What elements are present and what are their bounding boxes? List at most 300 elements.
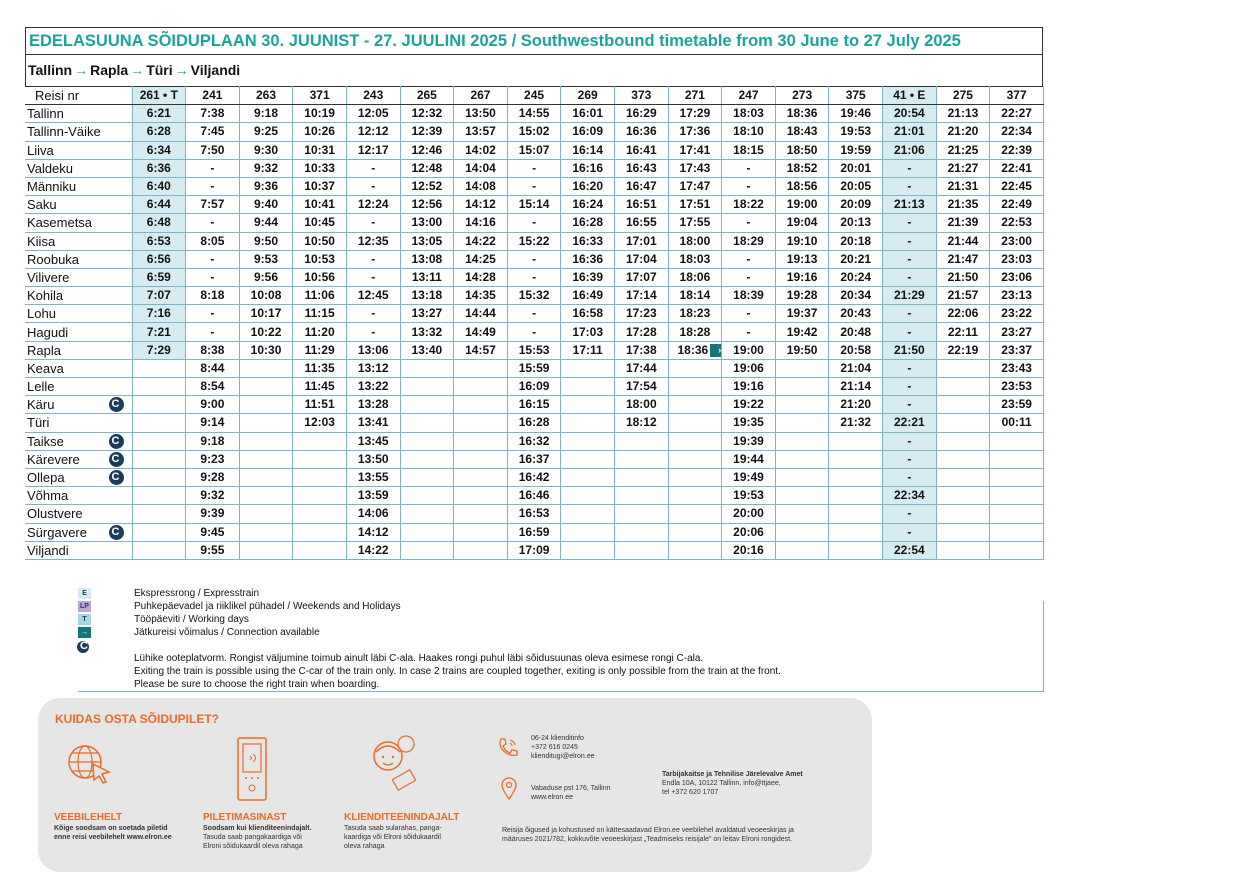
departure-time: - <box>722 214 776 232</box>
departure-time: 19:06 <box>722 359 776 377</box>
departure-time: 17:29 <box>668 105 722 123</box>
departure-time: 12:46 <box>400 141 454 159</box>
departure-time: 22:49 <box>990 196 1044 214</box>
departure-time <box>132 487 186 505</box>
departure-time: 16:43 <box>614 159 668 177</box>
station-row <box>25 105 1044 123</box>
departure-time: 8:44 <box>186 359 240 377</box>
route-line <box>25 54 1043 86</box>
departure-time: 16:41 <box>614 141 668 159</box>
departure-time: 17:28 <box>614 323 668 341</box>
departure-time: 21:14 <box>829 378 883 396</box>
station-label: Viljandi <box>27 542 69 558</box>
c-platform-icon <box>109 525 124 540</box>
departure-time: - <box>883 159 937 177</box>
departure-time <box>561 414 615 432</box>
legend-text: Exiting the train is possible using the C-car of the train only. In case 2 trains are coupled together, exiting is only possible from the train at the front. <box>134 666 781 677</box>
departure-time <box>400 378 454 396</box>
route-stop: Viljandi <box>190 62 241 78</box>
departure-time: 13:28 <box>346 396 400 414</box>
departure-time: - <box>186 305 240 323</box>
departure-time: - <box>186 323 240 341</box>
departure-time <box>561 541 615 559</box>
train-number: 273 <box>775 87 829 105</box>
departure-time: - <box>883 432 937 450</box>
departure-time: - <box>883 250 937 268</box>
departure-time: 19:50 <box>775 341 829 359</box>
departure-time: 23:00 <box>990 232 1044 250</box>
departure-time: 17:38 <box>614 341 668 359</box>
departure-time: 9:00 <box>186 396 240 414</box>
station-name <box>25 268 132 286</box>
departure-time <box>936 378 990 396</box>
departure-time <box>990 432 1044 450</box>
legend-text: Tööpäeviti / Working days <box>134 614 249 625</box>
station-name <box>25 468 132 486</box>
departure-time: 13:55 <box>346 468 400 486</box>
departure-time: 7:45 <box>186 123 240 141</box>
departure-time: 16:36 <box>614 123 668 141</box>
station-label: Käru <box>27 397 55 413</box>
train-number: 269 <box>561 87 615 105</box>
departure-time: 16:09 <box>507 378 561 396</box>
departure-time <box>936 505 990 523</box>
departure-time: 18:03 <box>668 250 722 268</box>
departure-time <box>936 359 990 377</box>
departure-time: 10:22 <box>239 323 293 341</box>
departure-time: 13:12 <box>346 359 400 377</box>
departure-time: - <box>722 159 776 177</box>
station-label: Kasemetsa <box>27 215 93 231</box>
departure-time: 12:45 <box>346 287 400 305</box>
departure-time: 11:20 <box>293 323 347 341</box>
train-number: 377 <box>990 87 1044 105</box>
departure-time: 16:47 <box>614 177 668 195</box>
station-row <box>25 177 1044 195</box>
departure-time: 15:32 <box>507 287 561 305</box>
station-name <box>25 359 132 377</box>
departure-time: 21:44 <box>936 232 990 250</box>
train-number: 247 <box>722 87 776 105</box>
departure-time: 8:05 <box>186 232 240 250</box>
station-row <box>25 214 1044 232</box>
departure-time: 18:50 <box>775 141 829 159</box>
departure-time <box>668 432 722 450</box>
departure-time: 16:49 <box>561 287 615 305</box>
departure-time: 21:39 <box>936 214 990 232</box>
address-line: www.elron.ee <box>531 794 574 801</box>
departure-time: 18:00 <box>668 232 722 250</box>
station-row <box>25 159 1044 177</box>
departure-time <box>400 432 454 450</box>
departure-time <box>239 505 293 523</box>
departure-time: 16:09 <box>561 123 615 141</box>
machine-line: Tasuda saab pangakaardiga või <box>203 834 302 841</box>
legend <box>78 588 1078 692</box>
departure-time: 8:54 <box>186 378 240 396</box>
departure-time: 9:45 <box>186 523 240 541</box>
departure-time: 21:20 <box>936 123 990 141</box>
departure-time <box>400 523 454 541</box>
departure-time: 17:47 <box>668 177 722 195</box>
departure-time: - <box>186 214 240 232</box>
legend-badge: E <box>78 588 91 599</box>
departure-time: 21:01 <box>883 123 937 141</box>
departure-time: 20:34 <box>829 287 883 305</box>
departure-time: 00:11 <box>990 414 1044 432</box>
station-label: Kiisa <box>27 233 56 249</box>
route-arrow-icon: → <box>74 62 89 78</box>
departure-time <box>454 468 508 486</box>
departure-time: 22:06 <box>936 305 990 323</box>
station-row <box>25 541 1044 559</box>
station-label: Kärevere <box>27 451 80 467</box>
departure-time: - <box>883 359 937 377</box>
departure-time <box>775 378 829 396</box>
c-platform-icon <box>109 434 124 449</box>
departure-time <box>990 468 1044 486</box>
departure-time: 13:50 <box>346 450 400 468</box>
station-name <box>25 432 132 450</box>
station-label: Männiku <box>27 179 77 195</box>
departure-time: 19:00 <box>722 341 776 359</box>
machine-line: Soodsam kui klienditeenindajalt. <box>203 825 312 832</box>
station-name <box>25 177 132 195</box>
departure-time: 9:55 <box>186 541 240 559</box>
departure-time <box>775 450 829 468</box>
station-name <box>25 214 132 232</box>
departure-time <box>775 359 829 377</box>
departure-time: 19:13 <box>775 250 829 268</box>
station-name <box>25 250 132 268</box>
station-label: Sürgavere <box>27 524 87 540</box>
station-row <box>25 250 1044 268</box>
departure-time: 13:06 <box>346 341 400 359</box>
station-name <box>25 123 132 141</box>
departure-time: 21:32 <box>829 414 883 432</box>
departure-time: 20:01 <box>829 159 883 177</box>
departure-time: 16:28 <box>561 214 615 232</box>
departure-time: 9:36 <box>239 177 293 195</box>
departure-time: 20:13 <box>829 214 883 232</box>
departure-time: 23:22 <box>990 305 1044 323</box>
station-row <box>25 232 1044 250</box>
departure-time: 12:35 <box>346 232 400 250</box>
departure-time <box>132 450 186 468</box>
departure-time: 7:21 <box>132 323 186 341</box>
departure-time <box>293 541 347 559</box>
departure-time: 14:25 <box>454 250 508 268</box>
departure-time: - <box>346 159 400 177</box>
station-name <box>25 396 132 414</box>
departure-time <box>614 505 668 523</box>
departure-time <box>936 468 990 486</box>
departure-time <box>668 487 722 505</box>
departure-time: 9:53 <box>239 250 293 268</box>
service-line: oleva rahaga <box>344 843 385 850</box>
departure-time: - <box>507 159 561 177</box>
departure-time <box>990 487 1044 505</box>
departure-time: 13:00 <box>400 214 454 232</box>
departure-time: 20:05 <box>829 177 883 195</box>
station-label: Saku <box>27 197 57 213</box>
departure-time: 10:37 <box>293 177 347 195</box>
departure-time: - <box>883 523 937 541</box>
departure-time: 11:06 <box>293 287 347 305</box>
departure-time: 16:01 <box>561 105 615 123</box>
departure-time: 10:31 <box>293 141 347 159</box>
departure-time <box>400 505 454 523</box>
departure-time <box>239 468 293 486</box>
departure-time: 23:13 <box>990 287 1044 305</box>
departure-time <box>400 541 454 559</box>
departure-time <box>239 359 293 377</box>
station-label: Liiva <box>27 142 54 158</box>
train-number: 245 <box>507 87 561 105</box>
departure-time: - <box>883 378 937 396</box>
authority-line: Endla 10A, 10122 Tallinn, info@ttjaee, <box>662 780 781 787</box>
departure-time: 10:41 <box>293 196 347 214</box>
station-name <box>25 232 132 250</box>
departure-time <box>454 359 508 377</box>
departure-time: 14:44 <box>454 305 508 323</box>
departure-time: 11:35 <box>293 359 347 377</box>
departure-time <box>400 487 454 505</box>
departure-time <box>132 523 186 541</box>
departure-time: 16:36 <box>561 250 615 268</box>
station-name <box>25 523 132 541</box>
departure-time: 16:28 <box>507 414 561 432</box>
station-row <box>25 287 1044 305</box>
departure-time <box>561 359 615 377</box>
departure-time: 8:38 <box>186 341 240 359</box>
departure-time: 13:45 <box>346 432 400 450</box>
departure-time: 18:28 <box>668 323 722 341</box>
station-label: Tallinn-Väike <box>27 124 101 140</box>
station-row <box>25 123 1044 141</box>
service-agent-icon <box>368 732 420 798</box>
departure-time: 10:45 <box>293 214 347 232</box>
departure-time: 19:39 <box>722 432 776 450</box>
departure-time: 15:59 <box>507 359 561 377</box>
departure-time <box>775 505 829 523</box>
departure-time <box>400 396 454 414</box>
departure-time: 17:03 <box>561 323 615 341</box>
departure-time <box>614 432 668 450</box>
departure-time <box>561 450 615 468</box>
departure-time <box>829 505 883 523</box>
departure-time: 19:28 <box>775 287 829 305</box>
departure-time: 12:56 <box>400 196 454 214</box>
departure-time <box>936 414 990 432</box>
departure-time: 19:10 <box>775 232 829 250</box>
departure-time: 21:31 <box>936 177 990 195</box>
departure-time: 20:18 <box>829 232 883 250</box>
departure-time <box>293 523 347 541</box>
departure-time <box>614 487 668 505</box>
departure-time: 11:51 <box>293 396 347 414</box>
legend-item <box>78 627 1078 640</box>
departure-time: 23:53 <box>990 378 1044 396</box>
departure-time <box>775 432 829 450</box>
departure-time: 15:22 <box>507 232 561 250</box>
departure-time: 13:27 <box>400 305 454 323</box>
departure-time <box>293 468 347 486</box>
departure-time: 17:36 <box>668 123 722 141</box>
departure-time: 18:43 <box>775 123 829 141</box>
departure-time: 6:36 <box>132 159 186 177</box>
time-value: 18:36 <box>677 342 709 357</box>
departure-time: - <box>883 505 937 523</box>
departure-time: 10:33 <box>293 159 347 177</box>
departure-time: 19:37 <box>775 305 829 323</box>
departure-time: 13:41 <box>346 414 400 432</box>
departure-time: 13:57 <box>454 123 508 141</box>
departure-time <box>990 505 1044 523</box>
departure-time <box>132 396 186 414</box>
departure-time: 17:43 <box>668 159 722 177</box>
departure-time: 17:41 <box>668 141 722 159</box>
departure-time: - <box>346 214 400 232</box>
legend-divider <box>78 691 1044 692</box>
train-number: 373 <box>614 87 668 105</box>
departure-time: 18:00 <box>614 396 668 414</box>
departure-time: 6:56 <box>132 250 186 268</box>
legend-divider <box>1043 601 1044 691</box>
departure-time: 13:50 <box>454 105 508 123</box>
departure-time <box>239 487 293 505</box>
departure-time <box>132 414 186 432</box>
departure-time: 16:16 <box>561 159 615 177</box>
departure-time: 9:30 <box>239 141 293 159</box>
departure-time: 7:29 <box>132 341 186 359</box>
departure-time: 22:34 <box>990 123 1044 141</box>
departure-time: 14:04 <box>454 159 508 177</box>
departure-time: - <box>722 250 776 268</box>
route-arrow-icon: → <box>130 62 145 78</box>
departure-time: 20:16 <box>722 541 776 559</box>
departure-time: - <box>346 305 400 323</box>
legend-c-line <box>78 653 1078 666</box>
departure-time: 21:25 <box>936 141 990 159</box>
departure-time: 19:00 <box>775 196 829 214</box>
departure-time: - <box>186 159 240 177</box>
station-name <box>25 541 132 559</box>
station-row <box>25 323 1044 341</box>
departure-time: 9:39 <box>186 505 240 523</box>
departure-time: 22:27 <box>990 105 1044 123</box>
departure-time: 19:16 <box>722 378 776 396</box>
departure-time: 22:34 <box>883 487 937 505</box>
departure-time: 18:56 <box>775 177 829 195</box>
departure-time: 19:53 <box>722 487 776 505</box>
departure-time: 7:38 <box>186 105 240 123</box>
departure-time: 6:44 <box>132 196 186 214</box>
departure-time: 13:05 <box>400 232 454 250</box>
station-name <box>25 105 132 123</box>
departure-time: 16:37 <box>507 450 561 468</box>
departure-time: - <box>507 250 561 268</box>
departure-time: 23:03 <box>990 250 1044 268</box>
departure-time: 7:16 <box>132 305 186 323</box>
rights-line: Reisija õigused ja kohustused on kättesaadavad Elron.ee veebilehel avaldatud veoeeskirjas ja <box>502 827 794 834</box>
departure-time: 19:04 <box>775 214 829 232</box>
departure-time: 21:13 <box>883 196 937 214</box>
departure-time: 14:08 <box>454 177 508 195</box>
departure-time: 22:39 <box>990 141 1044 159</box>
departure-time: 19:44 <box>722 450 776 468</box>
departure-time: 11:15 <box>293 305 347 323</box>
departure-time: 16:32 <box>507 432 561 450</box>
departure-time: 22:41 <box>990 159 1044 177</box>
departure-time: 21:47 <box>936 250 990 268</box>
departure-time: - <box>346 323 400 341</box>
departure-time: 16:51 <box>614 196 668 214</box>
departure-time: 20:48 <box>829 323 883 341</box>
departure-time <box>775 487 829 505</box>
departure-time: - <box>883 468 937 486</box>
service-title: KLIENDITEENINDAJALT <box>344 812 460 823</box>
phone-line: klienditugi@elron.ee <box>531 753 595 760</box>
departure-time <box>239 541 293 559</box>
departure-time: 12:05 <box>346 105 400 123</box>
departure-time: 13:11 <box>400 268 454 286</box>
departure-time <box>829 523 883 541</box>
train-number: 375 <box>829 87 883 105</box>
departure-time: 14:06 <box>346 505 400 523</box>
departure-time: 20:21 <box>829 250 883 268</box>
departure-time: 7:50 <box>186 141 240 159</box>
station-name <box>25 141 132 159</box>
departure-time: 19:42 <box>775 323 829 341</box>
departure-time: 21:20 <box>829 396 883 414</box>
departure-time: 21:27 <box>936 159 990 177</box>
departure-time: - <box>883 323 937 341</box>
departure-time <box>132 378 186 396</box>
departure-time <box>454 396 508 414</box>
departure-time <box>668 468 722 486</box>
departure-time <box>400 414 454 432</box>
departure-time: - <box>507 268 561 286</box>
departure-time: 22:53 <box>990 214 1044 232</box>
station-row <box>25 396 1044 414</box>
departure-time <box>614 541 668 559</box>
departure-time: 17:11 <box>561 341 615 359</box>
departure-time: 19:35 <box>722 414 776 432</box>
train-number: 263 <box>239 87 293 105</box>
legend-badge: → <box>78 627 91 638</box>
departure-time: 13:40 <box>400 341 454 359</box>
departure-time <box>614 523 668 541</box>
departure-time <box>239 450 293 468</box>
phone-icon <box>496 736 520 760</box>
departure-time <box>132 541 186 559</box>
departure-time <box>936 396 990 414</box>
departure-time: 19:49 <box>722 468 776 486</box>
departure-time: 20:00 <box>722 505 776 523</box>
station-label: Lohu <box>27 306 56 322</box>
departure-time: 18:06 <box>668 268 722 286</box>
departure-time: 21:04 <box>829 359 883 377</box>
departure-time: 9:18 <box>239 105 293 123</box>
departure-time: 17:14 <box>614 287 668 305</box>
departure-time: - <box>883 268 937 286</box>
departure-time <box>990 523 1044 541</box>
departure-time <box>561 523 615 541</box>
departure-time: 13:08 <box>400 250 454 268</box>
legend-c-line <box>78 666 1078 679</box>
departure-time: 17:55 <box>668 214 722 232</box>
